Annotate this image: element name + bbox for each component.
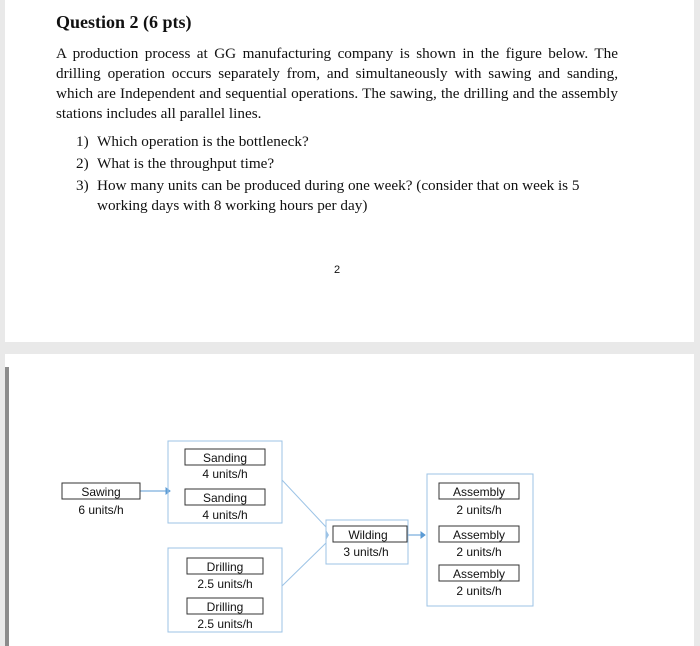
question-body: A production process at GG manufacturing company is shown in the figure below. The drilling operation occurs separately from, and simultaneously with sawing and sanding, which are Independent and sequential operations. The sawing, the drilling and the assembly stations includes all parallel lines. [56,45,618,122]
page-number: 2 [334,264,341,276]
assembly-rate: 2 units/h [456,584,502,598]
question-item-text: What is the throughput time? [97,155,275,172]
question-title: Question 2 (6 pts) [56,12,192,32]
assembly-label: Assembly [452,528,506,542]
wilding-label: Wilding [348,528,388,542]
assembly-rate: 2 units/h [456,545,502,559]
sanding-rate: 4 units/h [202,467,248,481]
sawing-label: Sawing [81,485,121,499]
sanding-label: Sanding [202,491,248,505]
drilling-rate: 2.5 units/h [197,577,253,591]
drilling-label: Drilling [206,560,244,574]
question-item-text: How many units can be produced during one week? (consider that on week is 5 working days with 8 working hours per day) [97,177,580,214]
assembly-label: Assembly [452,567,506,581]
assembly-label: Assembly [452,485,506,499]
assembly-rate: 2 units/h [456,503,502,517]
arrow-head [421,532,425,538]
sawing-rate: 6 units/h [78,503,124,517]
question-item-number: 2) [76,155,89,172]
connector-line [282,543,326,586]
sanding-label: Sanding [202,451,248,465]
sanding-rate: 4 units/h [202,508,248,522]
drilling-label: Drilling [206,600,244,614]
connector-line [282,480,326,527]
question-item-number: 1) [76,133,89,150]
question-item-text: Which operation is the bottleneck? [97,133,309,150]
question-item-number: 3) [76,177,89,194]
wilding-rate: 3 units/h [343,545,389,559]
drilling-rate: 2.5 units/h [197,617,253,631]
